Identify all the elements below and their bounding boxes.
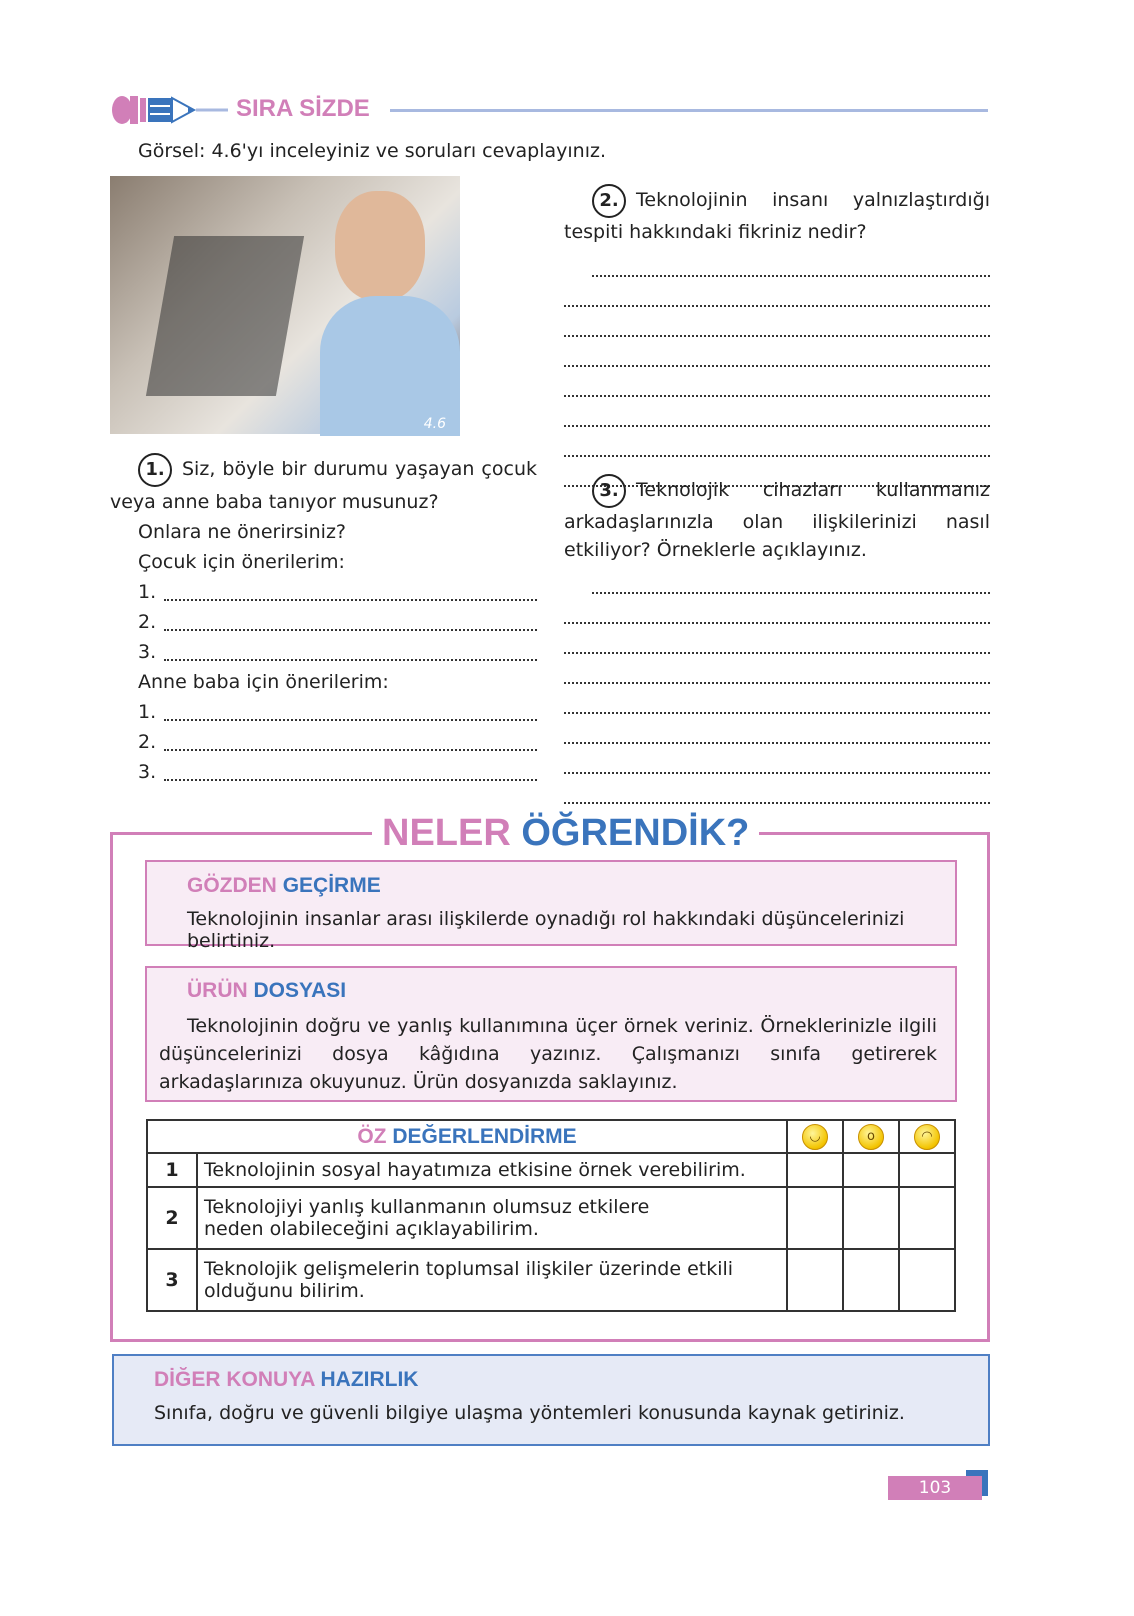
happy-face-icon: ◡	[802, 1124, 828, 1150]
photo-child-laptop	[110, 176, 460, 434]
question-text: Onlara ne önerirsiniz?	[138, 521, 346, 543]
section-title: SIRA SİZDE	[236, 95, 370, 122]
question-1	[110, 453, 537, 787]
answer-line[interactable]	[592, 564, 990, 594]
question-number: 2.	[592, 184, 626, 218]
child-shape	[335, 191, 425, 301]
answer-line[interactable]	[564, 684, 990, 714]
question-number: 1.	[138, 453, 172, 487]
answer-line[interactable]	[564, 594, 990, 624]
table-row: 1 Teknolojinin sosyal hayatımıza etkisine örnek verebilirim.	[147, 1153, 955, 1187]
page-number: 103	[888, 1476, 982, 1500]
corner-mark	[982, 1470, 988, 1496]
table-row: 2 Teknolojiyi yanlış kullanmanın olumsuz etkilere neden olabileceğini açıklayabilirim.	[147, 1187, 955, 1249]
rating-cell[interactable]	[843, 1153, 899, 1187]
answer-line[interactable]: 2.	[110, 727, 537, 757]
rating-cell[interactable]	[787, 1249, 843, 1311]
child-suggestions-label: Çocuk için önerilerim:	[138, 551, 345, 573]
answer-line[interactable]	[564, 367, 990, 397]
section-header	[108, 94, 988, 126]
pencil-icon	[108, 94, 228, 126]
answer-line[interactable]	[564, 714, 990, 744]
portfolio-box: ÜRÜN DOSYASI Teknolojinin doğru ve yanlış kullanımına üçer örnek veriniz. Örneklerinizle ilgili düşüncelerinizi dosya kâğıdına yazınız. Çalışmanızı sınıfa getirerek arkadaşlarınıza okuyunuz. Ürün dosyanızda saklayınız.	[145, 966, 957, 1102]
shirt-shape	[320, 296, 460, 436]
sad-face-icon: ◠	[914, 1124, 940, 1150]
next-topic-text: Sınıfa, doğru ve güvenli bilgiye ulaşma yöntemleri konusunda kaynak getiriniz.	[154, 1402, 905, 1424]
answer-line[interactable]	[564, 744, 990, 774]
intro-text: Görsel: 4.6'yı inceleyiniz ve soruları cevaplayınız.	[138, 140, 607, 162]
portfolio-text: Teknolojinin doğru ve yanlış kullanımına üçer örnek veriniz. Örneklerinizle ilgili düşüncelerinizi dosya kâğıdına yazınız. Çalışmanızı sınıfa getirerek arkadaşlarınıza okuyunuz. Ürün dosyanızda saklayınız.	[159, 1015, 937, 1093]
what-we-learned-title: NELER ÖĞRENDİK?	[372, 812, 759, 855]
rating-cell[interactable]	[787, 1153, 843, 1187]
parent-suggestions-label: Anne baba için önerilerim:	[138, 671, 389, 693]
answer-line[interactable]	[592, 247, 990, 277]
answer-line[interactable]: 1.	[110, 697, 537, 727]
table-row: 3 Teknolojik gelişmelerin toplumsal ilişkiler üzerinde etkili olduğunu bilirim.	[147, 1249, 955, 1311]
rating-cell[interactable]	[899, 1153, 955, 1187]
header-rule	[390, 109, 988, 112]
answer-line[interactable]	[564, 624, 990, 654]
rating-cell[interactable]	[899, 1187, 955, 1249]
question-text: Teknolojinin insanı yalnızlaştırdığı tespiti hakkındaki fikriniz nedir?	[564, 189, 990, 243]
rating-cell[interactable]	[787, 1187, 843, 1249]
self-evaluation-table	[146, 1119, 956, 1312]
laptop-shape	[146, 236, 304, 396]
answer-line[interactable]: 3.	[110, 637, 537, 667]
answer-line[interactable]	[564, 774, 990, 804]
self-eval-title: ÖZ DEĞERLENDİRME	[147, 1120, 787, 1153]
review-text: Teknolojinin insanlar arası ilişkilerde oynadığı rol hakkındaki düşüncelerinizi belirtiniz.	[187, 908, 905, 952]
question-text: Siz, böyle bir durumu yaşayan çocuk veya anne baba tanıyor musunuz?	[110, 458, 537, 513]
question-text: Teknolojik cihazları kullanmanız arkadaşlarınızla olan ilişkilerinizi nasıl etkiliyor? Örneklerle açıklayınız.	[564, 479, 990, 561]
question-3	[564, 474, 990, 804]
rating-cell[interactable]	[843, 1249, 899, 1311]
question-number: 3.	[592, 474, 626, 508]
review-box: GÖZDEN GEÇİRME Teknolojinin insanlar arası ilişkilerde oynadığı rol hakkındaki düşüncelerinizi belirtiniz.	[145, 860, 957, 946]
photo-caption: 4.6	[423, 416, 446, 432]
question-2	[564, 184, 990, 487]
answer-line[interactable]: 3.	[110, 757, 537, 787]
answer-line[interactable]	[564, 337, 990, 367]
answer-line[interactable]: 2.	[110, 607, 537, 637]
answer-line[interactable]	[564, 427, 990, 457]
answer-line[interactable]	[564, 397, 990, 427]
rating-cell[interactable]	[843, 1187, 899, 1249]
answer-line[interactable]	[564, 307, 990, 337]
answer-line[interactable]	[564, 277, 990, 307]
surprised-face-icon: o	[858, 1124, 884, 1150]
rating-cell[interactable]	[899, 1249, 955, 1311]
answer-line[interactable]	[564, 654, 990, 684]
next-topic-box: DİĞER KONUYA HAZIRLIK Sınıfa, doğru ve güvenli bilgiye ulaşma yöntemleri konusunda kaynak getiriniz.	[112, 1354, 990, 1446]
answer-line[interactable]: 1.	[110, 577, 537, 607]
